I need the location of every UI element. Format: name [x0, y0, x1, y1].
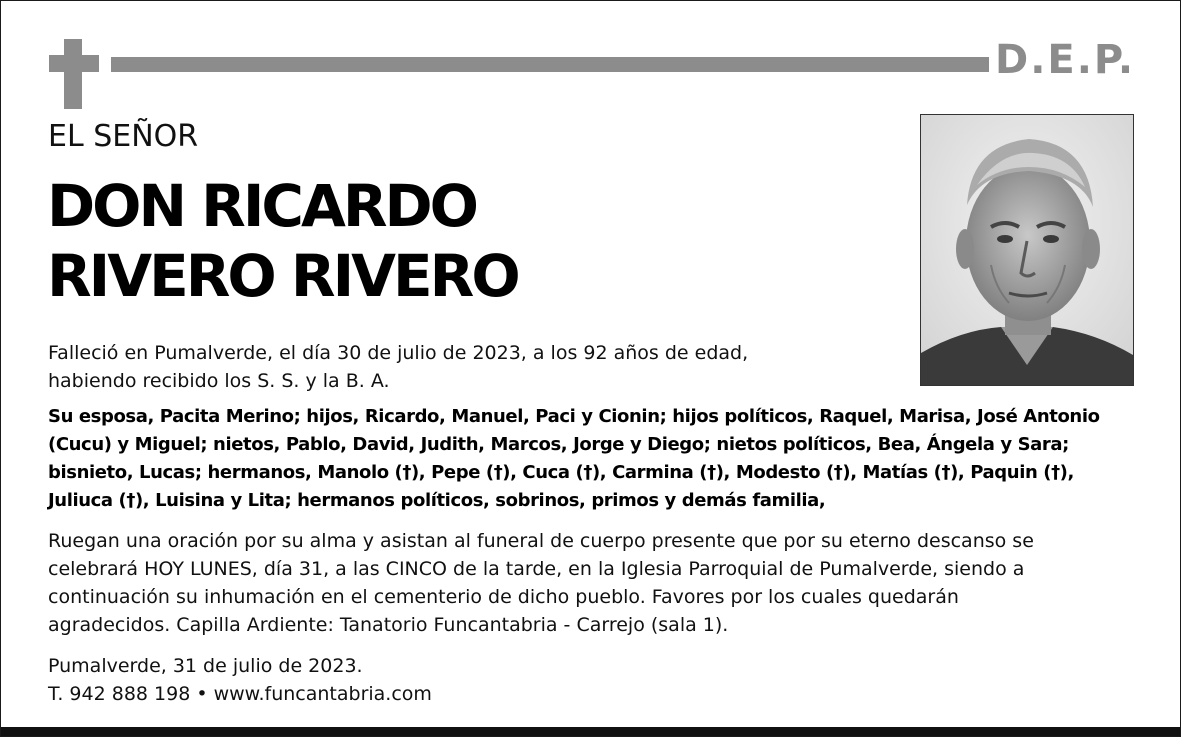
funeral-line: celebrará HOY LUNES, día 31, a las CINCO de la tarde, en la Iglesia Parroquial de Pumalverde, siendo a [48, 558, 1025, 580]
death-notice-line: habiendo recibido los S. S. y la B. A. [48, 370, 390, 392]
footer-date: Pumalverde, 31 de julio de 2023. [48, 655, 363, 677]
dep-label: D.E.P. [995, 37, 1136, 83]
family-line: Su esposa, Pacita Merino; hijos, Ricardo, Manuel, Paci y Cionin; hijos políticos, Raquel, Marisa, José Antonio [48, 406, 1100, 427]
name-line-1: DON RICARDO [47, 172, 476, 240]
cross-vertical-bar [64, 39, 82, 109]
family-line: Juliuca (†), Luisina y Lita; hermanos políticos, sobrinos, primos y demás familia, [48, 490, 826, 511]
funeral-line: agradecidos. Capilla Ardiente: Tanatorio Funcantabria - Carrejo (sala 1). [48, 614, 729, 636]
header-rule [111, 57, 989, 72]
bottom-border-bar [1, 727, 1180, 736]
cross-horizontal-bar [49, 55, 99, 72]
portrait-illustration [921, 115, 1133, 385]
death-notice-line: Falleció en Pumalverde, el día 30 de julio de 2023, a los 92 años de edad, [48, 342, 749, 364]
funeral-line: continuación su inhumación en el cementerio de dicho pueblo. Favores por los cuales quedarán [48, 586, 959, 608]
funeral-details [48, 527, 1138, 639]
footer-contact: T. 942 888 198 • www.funcantabria.com [48, 683, 432, 705]
family-line: (Cucu) y Miguel; nietos, Pablo, David, Judith, Marcos, Jorge y Diego; nietos políticos, Bea, Ángela y Sara; [48, 434, 1069, 455]
deceased-title: EL SEÑOR [48, 119, 199, 154]
family-list [48, 403, 1138, 515]
funeral-line: Ruegan una oración por su alma y asistan al funeral de cuerpo presente que por su eterno descanso se [48, 530, 1034, 552]
deceased-name [47, 171, 518, 311]
name-line-2: RIVERO RIVERO [47, 242, 518, 310]
family-line: bisnieto, Lucas; hermanos, Manolo (†), Pepe (†), Cuca (†), Carmina (†), Modesto (†), Matías (†), Paquin (†), [48, 462, 1074, 483]
death-notice [48, 339, 908, 395]
footer [48, 652, 1138, 708]
portrait-photo [920, 114, 1134, 386]
